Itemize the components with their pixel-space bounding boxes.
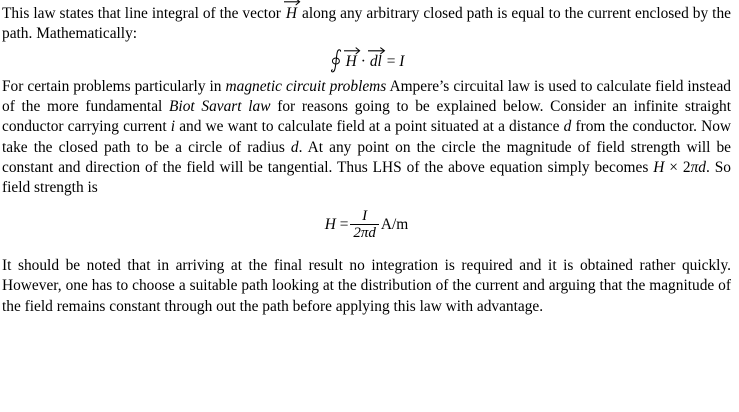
equation2-units: A/m bbox=[380, 215, 409, 233]
paragraph-2-seg6: . At any point on the circle the magnitude of field strength will be constant and direction of the field will be tangential. Thus LHS of the above equation simply becomes bbox=[2, 138, 731, 176]
emphasis-biot-savart-law: Biot Savart law bbox=[169, 97, 271, 115]
paragraph-3: It should be noted that in arriving at the final result no integration is required and it is obtained rather quickly. However, one has to choose a suitable path looking at the distribution of the current and arguing that the magnitude of the field remains constant through out the path before applying this law with advantage. bbox=[2, 257, 731, 315]
paragraph-2-seg2: Ampere’s circuital law is used to calculate field instead of the more fundamental bbox=[2, 77, 731, 115]
vector-h-letter: H bbox=[285, 5, 297, 22]
variable-d-2: d bbox=[290, 138, 299, 156]
equation-vector-h-letter: H bbox=[345, 52, 357, 70]
vector-h-symbol bbox=[285, 4, 298, 24]
paragraph-2-seg7: × 2 bbox=[664, 158, 691, 176]
fraction bbox=[350, 208, 379, 241]
equation2-lhs: H bbox=[324, 215, 336, 233]
fraction-denominator: 2πd bbox=[350, 224, 379, 241]
equation-result: I bbox=[399, 52, 405, 70]
equation-ampere-law bbox=[2, 49, 731, 71]
variable-h: H bbox=[653, 158, 665, 176]
contour-integral-icon bbox=[329, 49, 345, 71]
variable-pi-d: πd bbox=[690, 158, 706, 176]
equation-field-strength bbox=[2, 209, 731, 242]
vector-arrow-icon bbox=[284, 0, 300, 5]
variable-i: i bbox=[170, 118, 176, 136]
paragraph-2-seg5: from the conductor. Now take the closed path to be a circle of radius bbox=[2, 118, 732, 156]
paragraph-2-seg1: For certain problems particularly in bbox=[2, 77, 226, 95]
fraction-numerator: I bbox=[362, 207, 368, 224]
paragraph-1 bbox=[2, 4, 731, 45]
paragraph-1-text-after: along any arbitrary closed path is equal to the current enclosed by the path. Mathematically: bbox=[2, 5, 731, 43]
dot-operator: · bbox=[360, 52, 366, 70]
equation2-equals: = bbox=[339, 215, 349, 233]
equation-vector-dl bbox=[369, 53, 383, 71]
equation-vector-dl-letters: dl bbox=[369, 52, 382, 70]
paragraph-2 bbox=[2, 77, 731, 199]
variable-d-1: d bbox=[563, 118, 572, 136]
equation-vector-h bbox=[345, 53, 358, 71]
paragraph-2-seg8: . So field strength is bbox=[2, 158, 731, 197]
paragraph-2-seg3: for reasons going to be explained below. Consider an infinite straight conductor carrying current bbox=[2, 97, 732, 136]
equation-equals: = bbox=[386, 52, 396, 70]
paragraph-2-seg4: and we want to calculate field at a point situated at a distance bbox=[175, 118, 564, 136]
emphasis-magnetic-circuit-problems: magnetic circuit problems bbox=[225, 77, 387, 95]
paragraph-1-text-before: This law states that line integral of the vector bbox=[2, 5, 285, 22]
